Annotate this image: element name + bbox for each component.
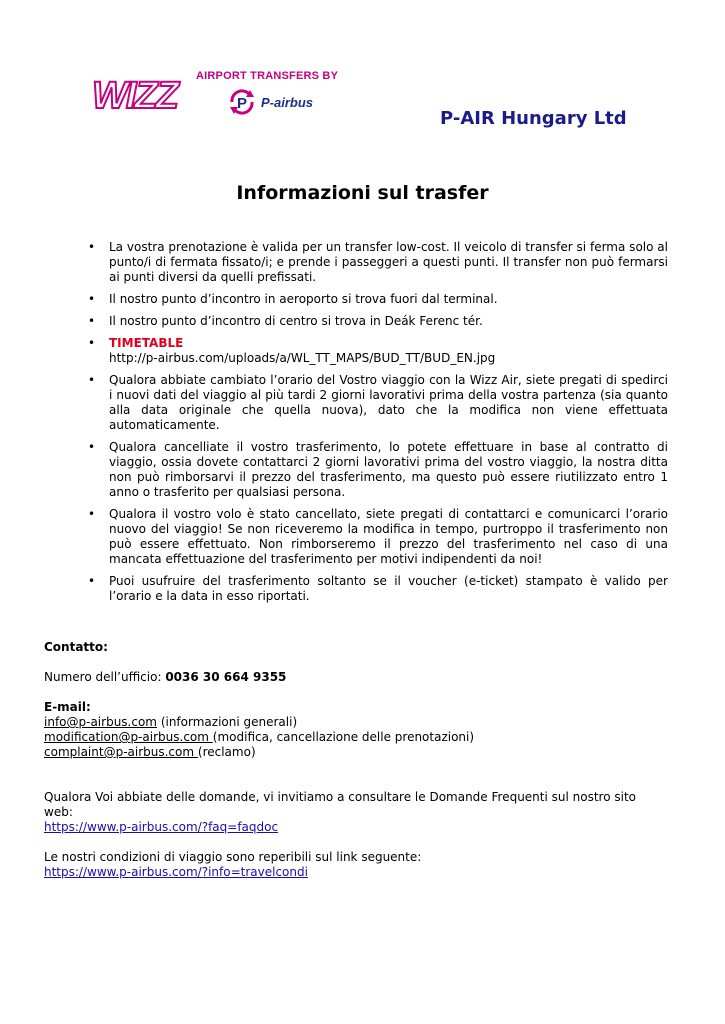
- timetable-url[interactable]: http://p-airbus.com/uploads/a/WL_TT_MAPS/BUD_TT/BUD_EN.jpg: [109, 351, 496, 365]
- email-modification-link[interactable]: modification@p-airbus.com: [44, 730, 213, 744]
- list-item: • Qualora cancelliate il vostro trasferimento, lo potete effettuare in base al contratto di viaggio, ossia dovete contattarci 2 giorni lavorativi prima del vostro viaggio, la nostra ditta non può rimborsarvi il prezzo del trasferimento, ma questo può essere riutilizzato entro 1 anno o trasferito per qualsiasi persona.: [88, 440, 668, 499]
- list-item: • Il nostro punto d’incontro di centro si trova in Deák Ferenc tér.: [88, 314, 483, 328]
- email-line: info@p-airbus.com (informazioni generali): [44, 715, 298, 729]
- pairbus-logo: [196, 70, 339, 112]
- pairbus-p-icon: [226, 86, 258, 118]
- bullet-icon: •: [88, 574, 96, 588]
- list-item: • Il nostro punto d’incontro in aeroporto si trova fuori dal terminal.: [88, 292, 498, 306]
- email-complaint-link[interactable]: complaint@p-airbus.com: [44, 745, 198, 759]
- email-info-link[interactable]: info@p-airbus.com: [44, 715, 157, 729]
- office-label: Numero dell’ufficio:: [44, 670, 166, 684]
- bullet-icon: •: [88, 240, 96, 254]
- bullet-icon: •: [88, 440, 96, 454]
- bullet-icon: •: [88, 314, 96, 328]
- bullet-icon: •: [88, 336, 96, 350]
- bullet-icon: •: [88, 292, 96, 306]
- bullet-icon: •: [88, 373, 96, 387]
- list-item: • La vostra prenotazione è valida per un transfer low-cost. Il veicolo di transfer si ferma solo al punto/i di fermata fissato/i; e prende i passeggeri a questi punti. Il transfer non può fermarsi ai punti diversi da quelli prefissati.: [88, 240, 668, 284]
- office-line: [44, 670, 664, 685]
- conditions-link[interactable]: https://www.p-airbus.com/?info=travelcondi: [44, 865, 308, 879]
- email-heading: E-mail:: [44, 700, 91, 714]
- wizz-logo: [90, 72, 190, 120]
- list-item: • Qualora abbiate cambiato l’orario del Vostro viaggio con la Wizz Air, siete pregati di spedirci i nuovi dati del viaggio al più tardi 2 giorni lavorativi prima della vostra partenza (sia quanto alla data originale che quella nuova), dato che la modifica non viene effettuata automaticamente.: [88, 373, 668, 432]
- faq-link[interactable]: https://www.p-airbus.com/?faq=faqdoc: [44, 820, 279, 834]
- page-title: Informazioni sul trasfer: [236, 182, 489, 204]
- timetable-label: TIMETABLE: [109, 336, 184, 350]
- bullet-icon: •: [88, 507, 96, 521]
- transfers-tagline: AIRPORT TRANSFERS BY: [196, 70, 339, 82]
- email-line: complaint@p-airbus.com (reclamo): [44, 745, 256, 759]
- email-line: modification@p-airbus.com (modifica, cancellazione delle prenotazioni): [44, 730, 475, 744]
- office-number: 0036 30 664 9355: [165, 670, 287, 684]
- faq-text: Qualora Voi abbiate delle domande, vi invitiamo a consultare le Domande Frequenti sul nostro sito web:: [44, 790, 637, 819]
- wizz-logo-text: WIZZ: [92, 75, 177, 117]
- contact-heading: Contatto:: [44, 640, 108, 654]
- svg-text:P: P: [237, 95, 248, 112]
- conditions-text: Le nostri condizioni di viaggio sono reperibili sul link seguente:: [44, 850, 422, 864]
- faq-line: [44, 820, 664, 835]
- list-item: • Puoi usufruire del trasferimento soltanto se il voucher (e-ticket) stampato è valido per l’orario e la data in esso riportati.: [88, 574, 668, 603]
- contact-section: [44, 640, 664, 880]
- info-list: [88, 240, 668, 611]
- conditions-line: [44, 865, 664, 880]
- list-item-timetable: [88, 336, 668, 366]
- pairbus-logo-text: P-airbus: [261, 94, 314, 110]
- company-name: P-AIR Hungary Ltd: [440, 108, 627, 129]
- list-item: • Qualora il vostro volo è stato cancellato, siete pregati di contattarci e comunicarci l’orario nuovo del viaggio! Se non riceveremo la modifica in tempo, purtroppo il trasferimento non può essere effettuato. Non rimborseremo il prezzo del trasferimento nel caso di una mancata effettuazione del trasferimento per motivi indipendenti da noi!: [88, 507, 668, 566]
- pairbus-mark: [226, 86, 313, 118]
